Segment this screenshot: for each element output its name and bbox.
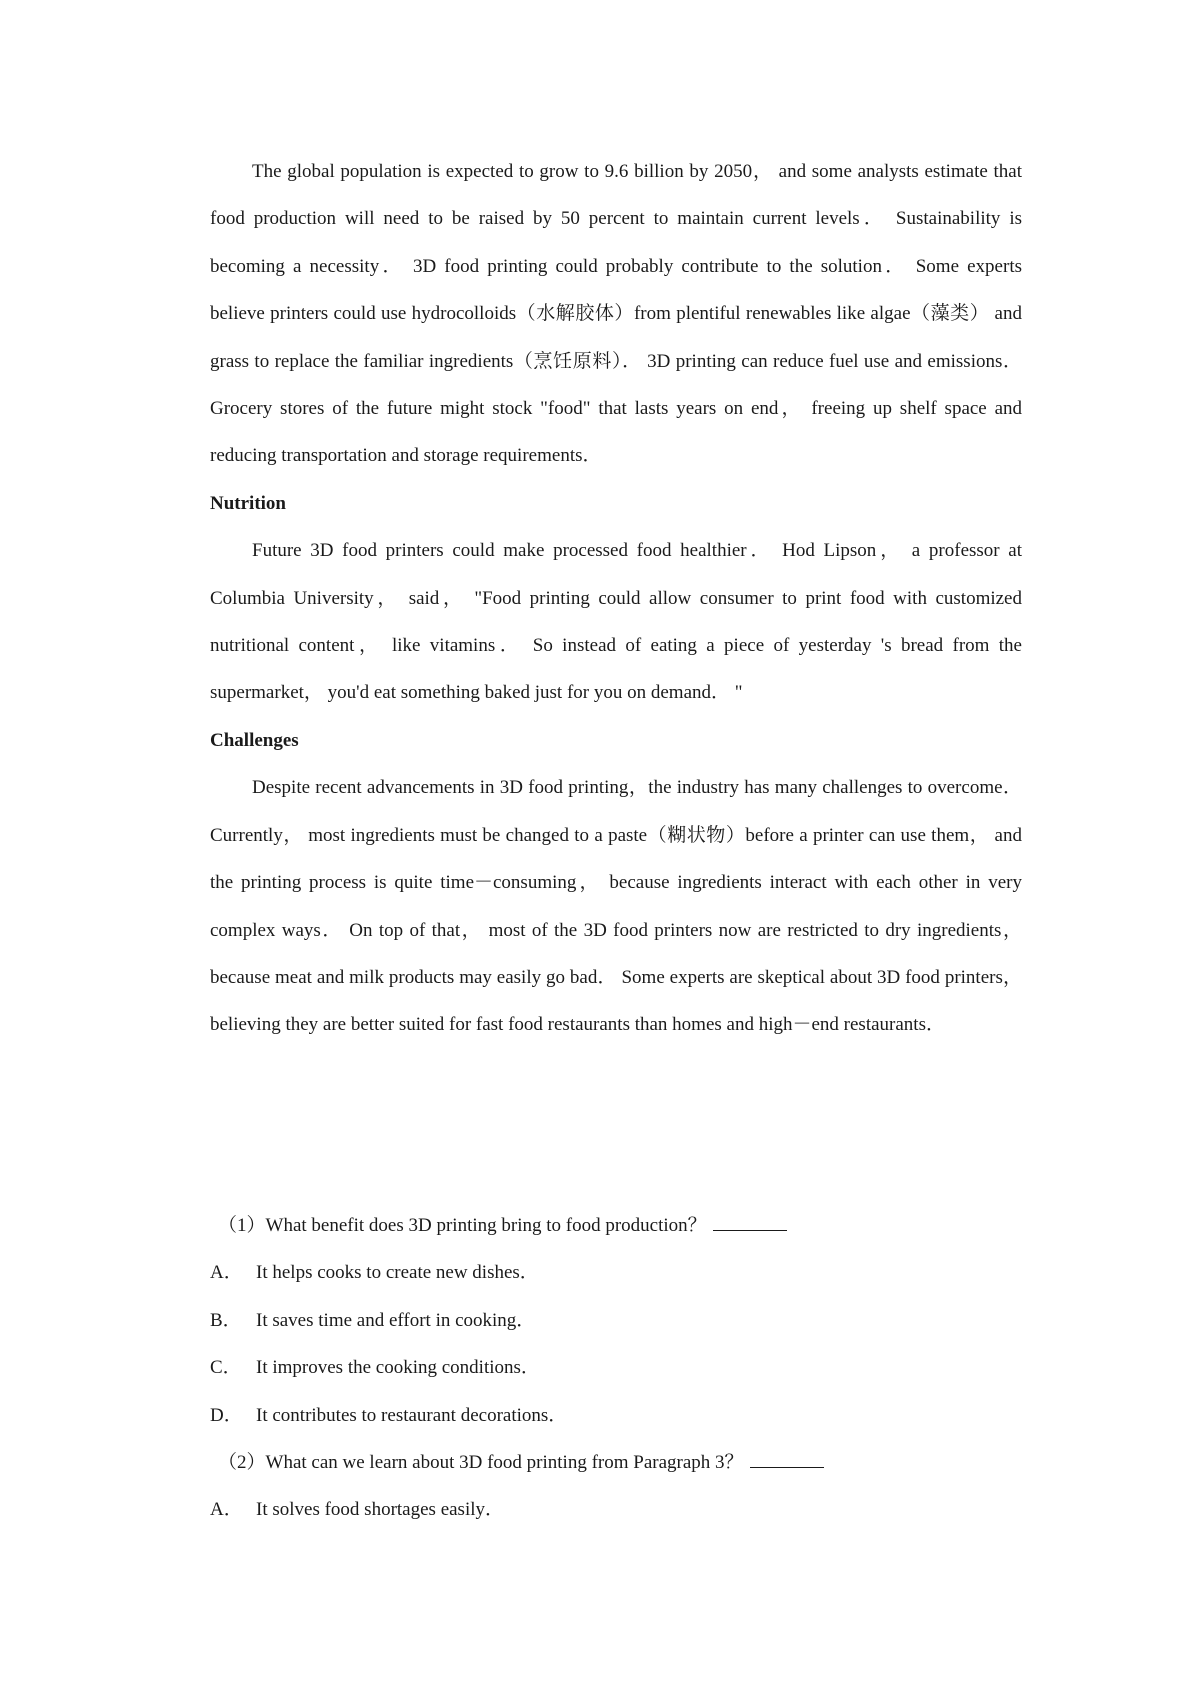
- paragraph-challenges: Despite recent advancements in 3D food printing，the industry has many challenges to overcome． Currently， most ingredients must be changed to a paste（糊状物）before a printer can use them， and the printing process is quite time－consuming， because ingredients interact with each other in very complex ways． On top of that， most of the 3D food printers now are restricted to dry ingredients，because meat and milk products may easily go bad． Some experts are skeptical about 3D food printers， believing they are better suited for fast food restaurants than homes and high－end restaurants．: [210, 777, 1022, 1036]
- option-text: It improves the cooking conditions．: [256, 1357, 540, 1379]
- option-text: It contributes to restaurant decorations．: [256, 1404, 568, 1426]
- question-1-option-a[interactable]: [210, 1249, 1022, 1296]
- question-text: What benefit does 3D printing bring to food production？: [265, 1215, 707, 1236]
- question-1-option-c[interactable]: [210, 1344, 1022, 1391]
- answer-blank[interactable]: [713, 1216, 787, 1231]
- option-text: It solves food shortages easily．: [256, 1499, 505, 1521]
- option-letter: C．: [210, 1357, 242, 1379]
- question-1-option-d[interactable]: [210, 1392, 1022, 1439]
- option-letter: A．: [210, 1262, 243, 1284]
- heading-challenges: Challenges: [210, 729, 299, 751]
- question-number: （2）: [218, 1452, 266, 1474]
- question-section: [210, 1202, 1022, 1534]
- answer-blank[interactable]: [750, 1453, 824, 1468]
- question-text: What can we learn about 3D food printing from Paragraph 3？: [265, 1452, 744, 1474]
- option-text: It helps cooks to create new dishes．: [256, 1262, 539, 1284]
- option-letter: A．: [210, 1499, 243, 1521]
- option-text: It saves time and effort in cooking．: [256, 1309, 536, 1331]
- heading-nutrition: Nutrition: [210, 492, 286, 514]
- question-number: （1）: [218, 1215, 266, 1236]
- question-2-option-a[interactable]: [210, 1486, 1022, 1533]
- option-letter: B．: [210, 1309, 242, 1331]
- question-1-option-b[interactable]: [210, 1297, 1022, 1344]
- paragraph-sustainability: The global population is expected to grow to 9.6 billion by 2050， and some analysts estimate that food production will need to be raised by 50 percent to maintain current levels． Sustainability is becoming a necessity． 3D food printing could probably contribute to the solution． Some experts believe printers could use hydrocolloids（水解胶体）from plentiful renewables like algae（藻类） and grass to replace the familiar ingredients（烹饪原料）． 3D printing can reduce fuel use and emissions． Grocery stores of the future might stock "food" that lasts years on end， freeing up shelf space and reducing transportation and storage requirements．: [210, 161, 1022, 467]
- question-2: [210, 1439, 1022, 1486]
- reading-passage: [210, 148, 1022, 1049]
- paragraph-nutrition: Future 3D food printers could make processed food healthier． Hod Lipson， a professor at Columbia University， said， "Food printing could allow consumer to print food with customized nutritional content， like vitamins． So instead of eating a piece of yesterday 's bread from the supermarket， you'd eat something baked just for you on demand． ": [210, 540, 1022, 704]
- option-letter: D．: [210, 1404, 243, 1426]
- question-1: [210, 1202, 1022, 1249]
